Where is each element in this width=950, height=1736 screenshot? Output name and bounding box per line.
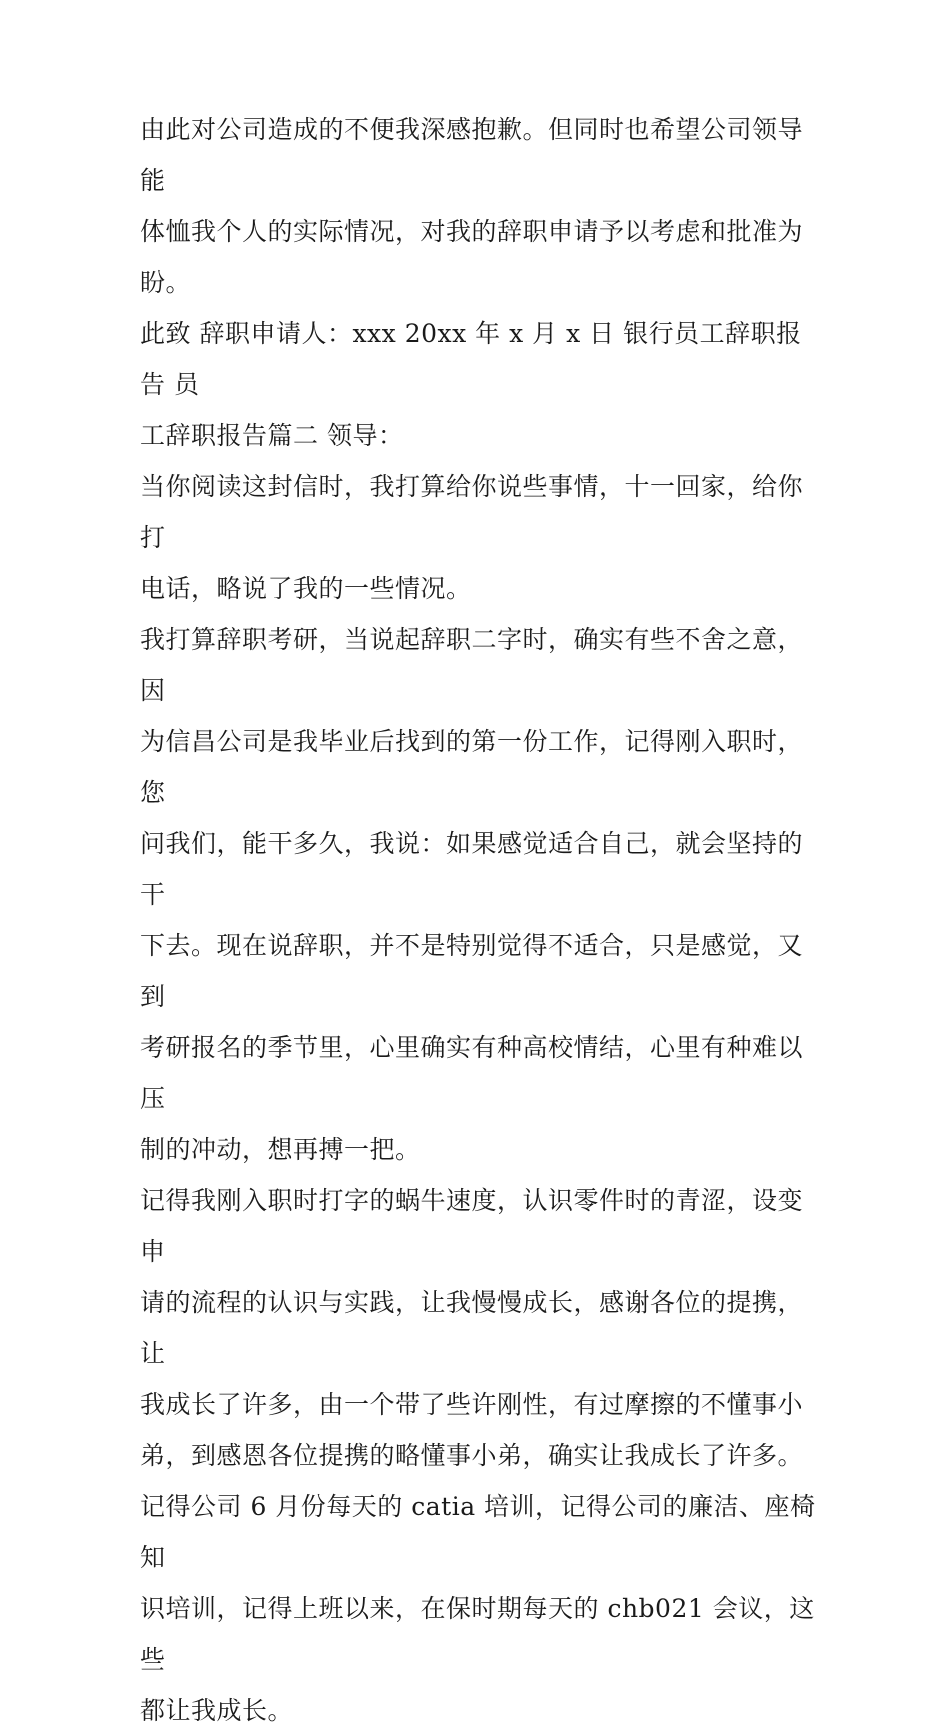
document-body	[140, 104, 820, 1736]
paragraph-intro: 当你阅读这封信时，我打算给你说些事情，十一回家，给你打 电话，略说了我的一些情况。	[140, 472, 804, 603]
paragraph-growth: 记得我刚入职时打字的蜗牛速度，认识零件时的青涩，设变申 请的流程的认识与实践，让我慢慢成长，感谢各位的提携，让 我成长了许多，由一个带了些许刚性，有过摩擦的不懂事小 弟，到感恩各位提携的略懂事小弟，确实让我成长了许多。	[140, 1186, 804, 1470]
paragraph-closing-signature: 此致 辞职申请人：xxx 20xx 年 x 月 x 日 银行员工辞职报告 员 工辞职报告篇二 领导：	[140, 319, 802, 450]
paragraph-training: 记得公司 6 月份每天的 catia 培训，记得公司的廉洁、座椅知 识培训，记得上班以来，在保时期每天的 chb021 会议，这些 都让我成长。	[140, 1492, 816, 1725]
paragraph-reason: 我打算辞职考研，当说起辞职二字时，确实有些不舍之意，因 为信昌公司是我毕业后找到的第一份工作，记得刚入职时，您 问我们，能干多久，我说：如果感觉适合自己，就会坚持的干 下去。现在说辞职，并不是特别觉得不适合，只是感觉，又到 考研报名的季节里，心里确实有种高校情结，心里有种难以压 制的冲动，想再搏一把。	[140, 625, 804, 1164]
paragraph-apology: 由此对公司造成的不便我深感抱歉。但同时也希望公司领导能 体恤我个人的实际情况，对我的辞职申请予以考虑和批准为 盼。	[140, 115, 804, 297]
